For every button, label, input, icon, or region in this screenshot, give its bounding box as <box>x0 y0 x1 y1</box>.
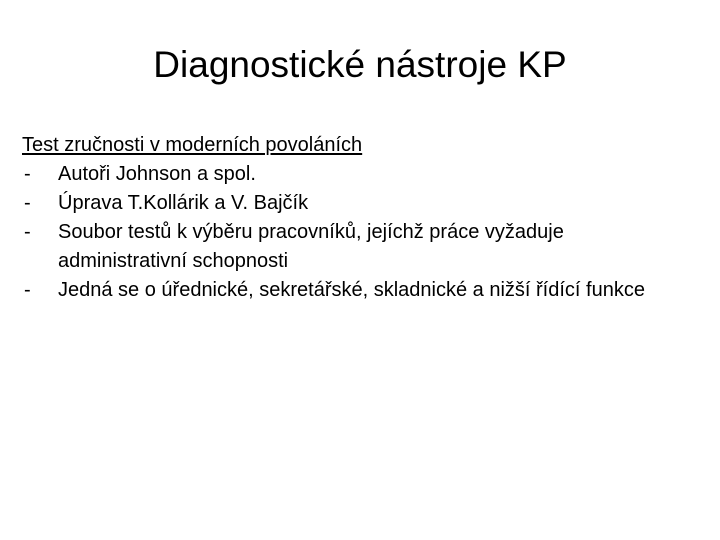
bullet-marker: - <box>24 221 31 243</box>
list-item-text: Soubor testů k výběru pracovníků, jejíchž práce vyžaduje administrativní schopnosti <box>58 221 564 272</box>
bullet-marker: - <box>24 163 31 185</box>
bullet-marker: - <box>24 192 31 214</box>
bullet-list <box>22 160 702 305</box>
section-heading: Test zručnosti v moderních povoláních <box>22 134 363 156</box>
slide-title: Diagnostické nástroje KP <box>153 44 567 85</box>
list-item-text: Jedná se o úřednické, sekretářské, skladnické a nižší řídící funkce <box>58 279 645 301</box>
list-item <box>22 218 702 276</box>
list-item <box>22 160 702 189</box>
slide-body <box>22 131 702 305</box>
list-item-text: Úprava T.Kollárik a V. Bajčík <box>58 192 309 214</box>
list-item-text: Autoři Johnson a spol. <box>58 163 256 185</box>
bullet-marker: - <box>24 279 31 301</box>
list-item <box>22 189 702 218</box>
list-item <box>22 276 702 305</box>
